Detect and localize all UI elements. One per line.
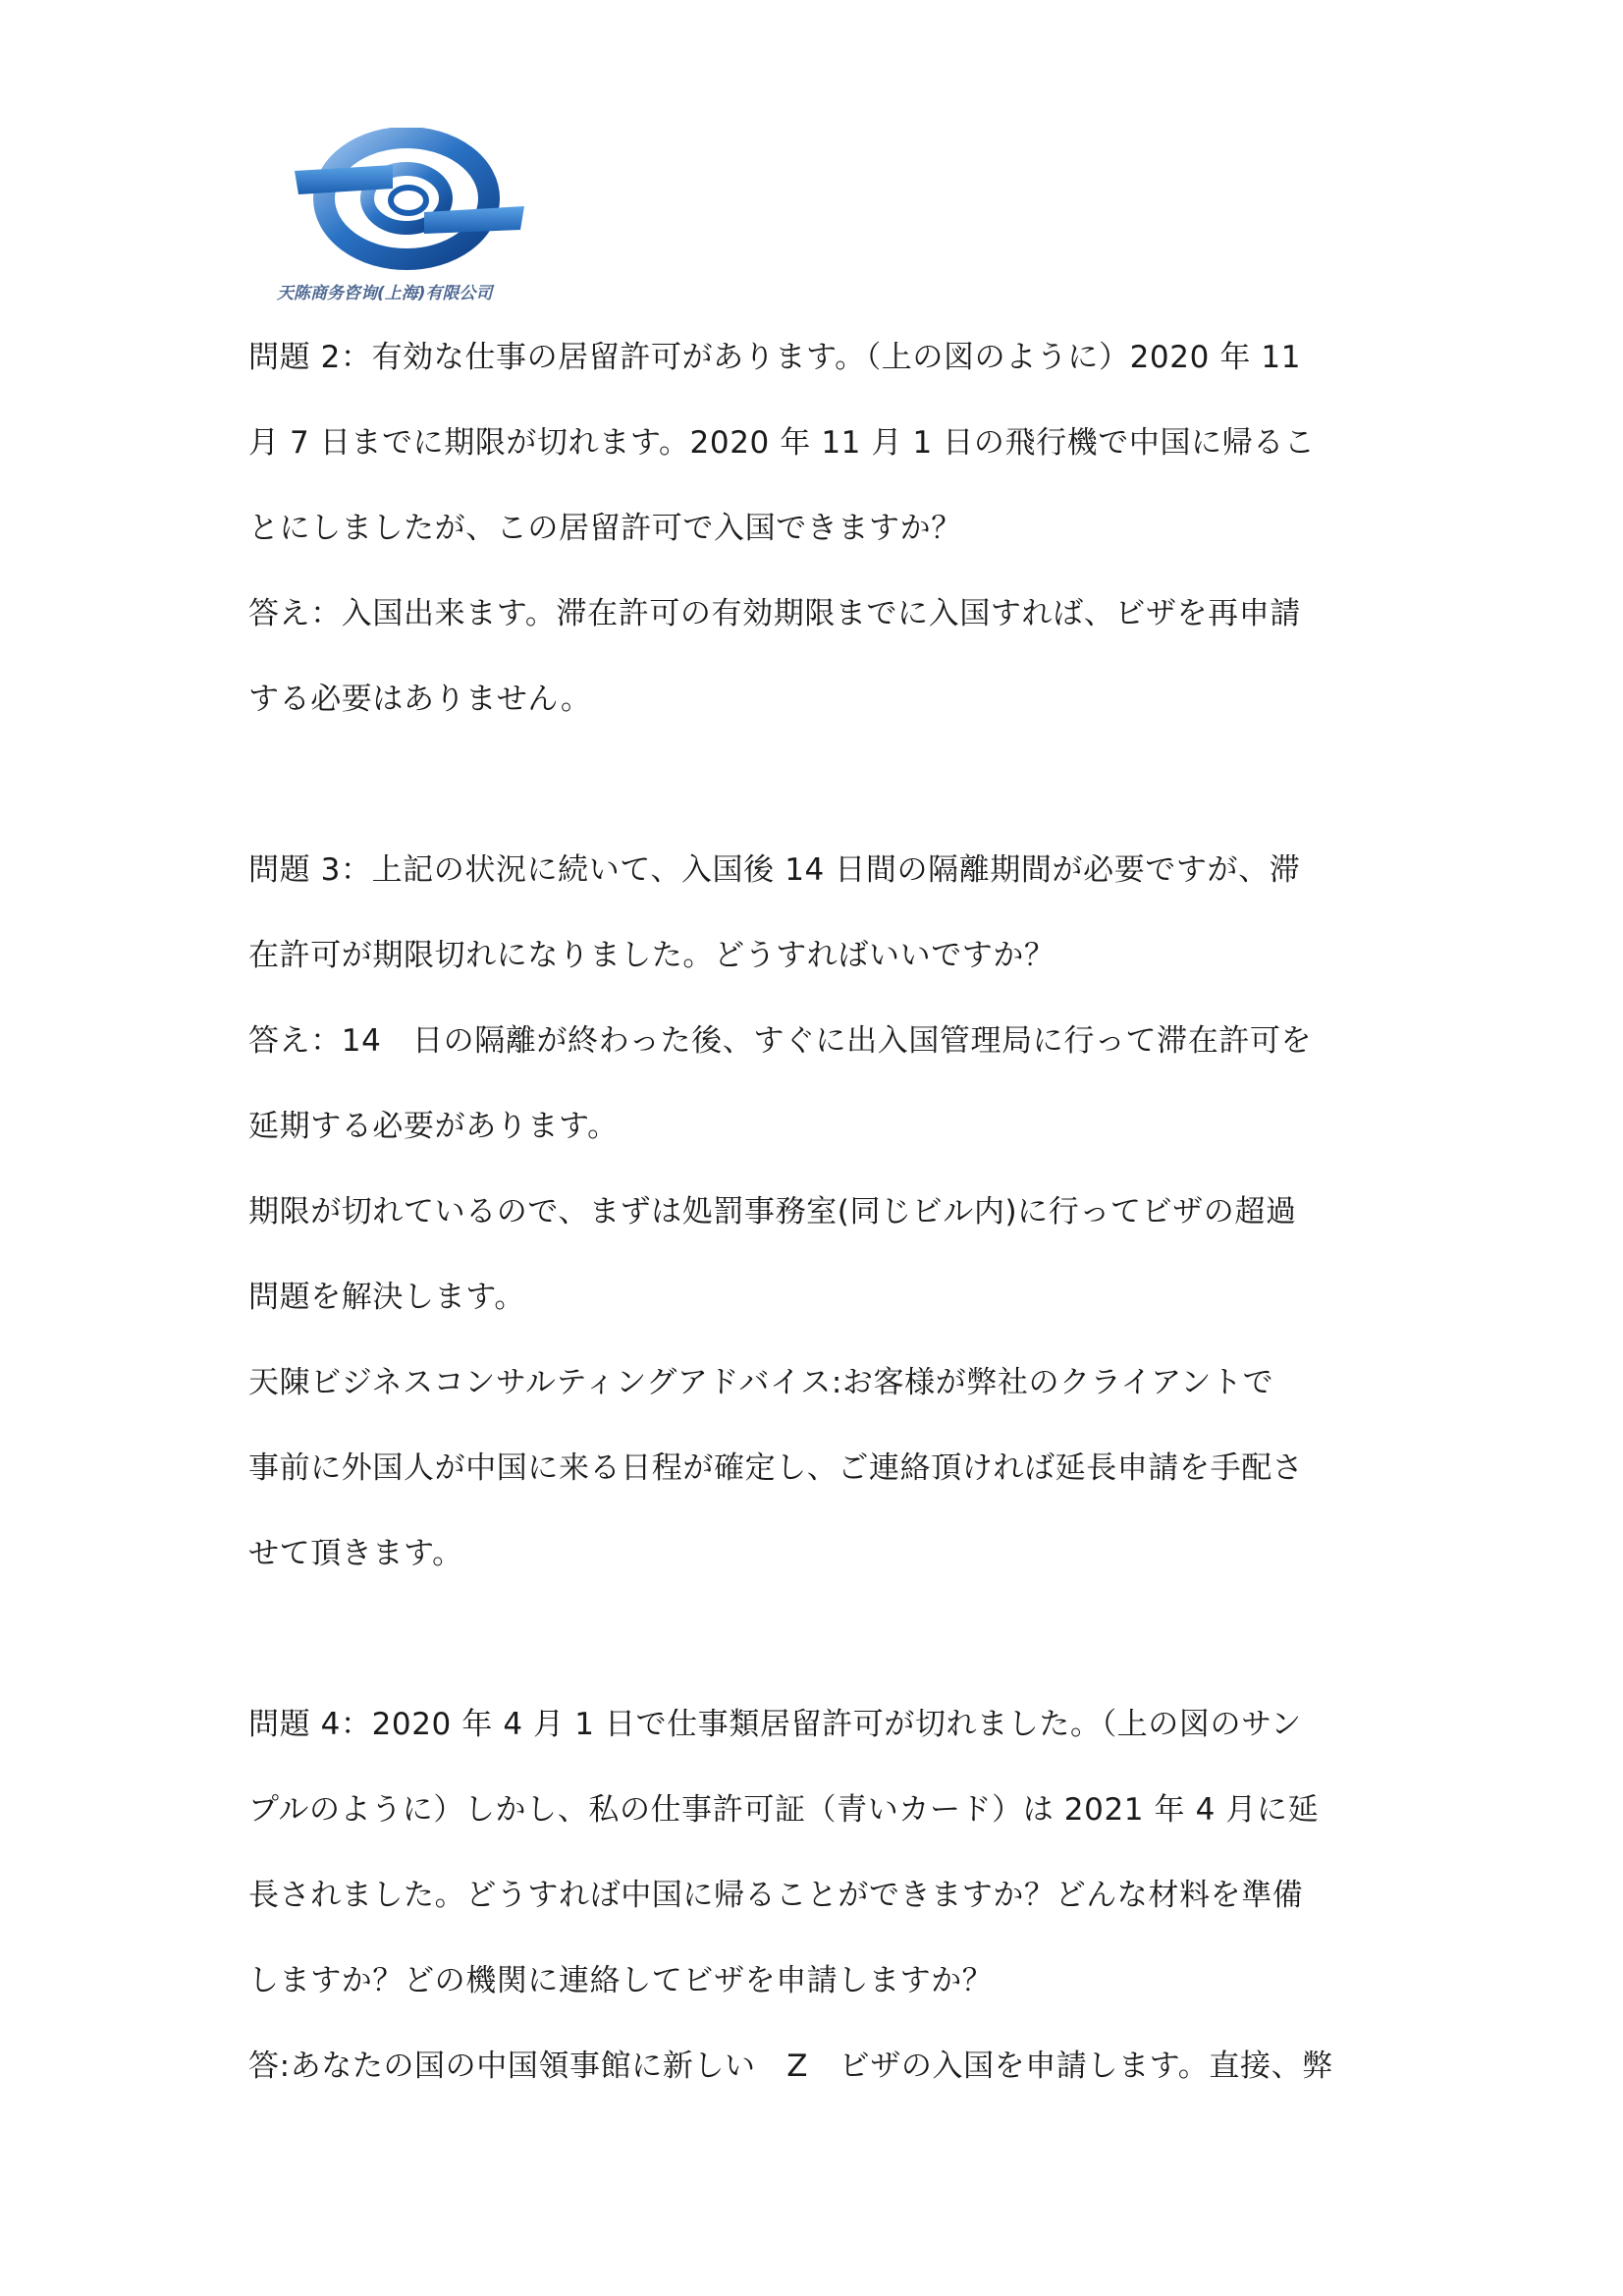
text-line: する必要はありません。 [248,682,592,717]
logo-caption: 天陈商务咨询(上海)有限公司 [277,284,493,303]
text-line: 延期する必要があります。 [248,1109,619,1144]
text-line: 答え：入国出来ます。滞在許可の有効期限までに入国すれば、ビザを再申請 [248,596,1301,631]
text-line: 問題 2：有効な仕事の居留許可があります。（上の図のように）2020 年 11 [248,340,1302,375]
text-line: 問題を解決します。 [248,1280,525,1315]
paragraph-gap [248,757,1387,843]
text-line: 事前に外国人が中国に来る日程が確定し、ご連絡頂ければ延長申請を手配さ [248,1450,1304,1486]
text-line: 答:あなたの国の中国領事館に新しい Z ビザの入国を申請します。直接、弊 [248,2049,1333,2084]
text-line: 問題 3：上記の状況に続いて、入国後 14 日間の隔離期間が必要ですが、滞 [248,852,1301,888]
text-line: 期限が切れているので、まずは処罰事務室(同じビル内)に行ってビザの超過 [248,1194,1297,1230]
text-line: プルのように）しかし、私の仕事許可証（青いカード）は 2021 年 4 月に延 [248,1792,1320,1828]
text-line: しますか？どの機関に連絡してビザを申請しますか？ [248,1963,994,1998]
document-body [248,330,1387,2124]
text-line: 長されました。どうすれば中国に帰ることができますか？どんな材料を準備 [248,1878,1304,1913]
text-line: とにしましたが、この居留許可で入国できますか？ [248,511,962,546]
text-line: 月 7 日までに期限が切れます。2020 年 11 月 1 日の飛行機で中国に帰るこ [248,425,1316,461]
text-line: 天陳ビジネスコンサルティングアドバイス:お客様が弊社のクライアントで [248,1365,1274,1400]
text-line: 問題 4：2020 年 4 月 1 日で仕事類居留許可が切れました。（上の図のサン [248,1707,1302,1742]
text-line: 答え：14 日の隔離が終わった後、すぐに出入国管理局に行って滞在許可を [248,1023,1313,1059]
paragraph-gap [248,1612,1387,1697]
logo-graphic [277,128,552,275]
text-line: 在許可が期限切れになりました。どうすればいいですか？ [248,938,1055,973]
text-line: せて頂きます。 [248,1536,463,1571]
